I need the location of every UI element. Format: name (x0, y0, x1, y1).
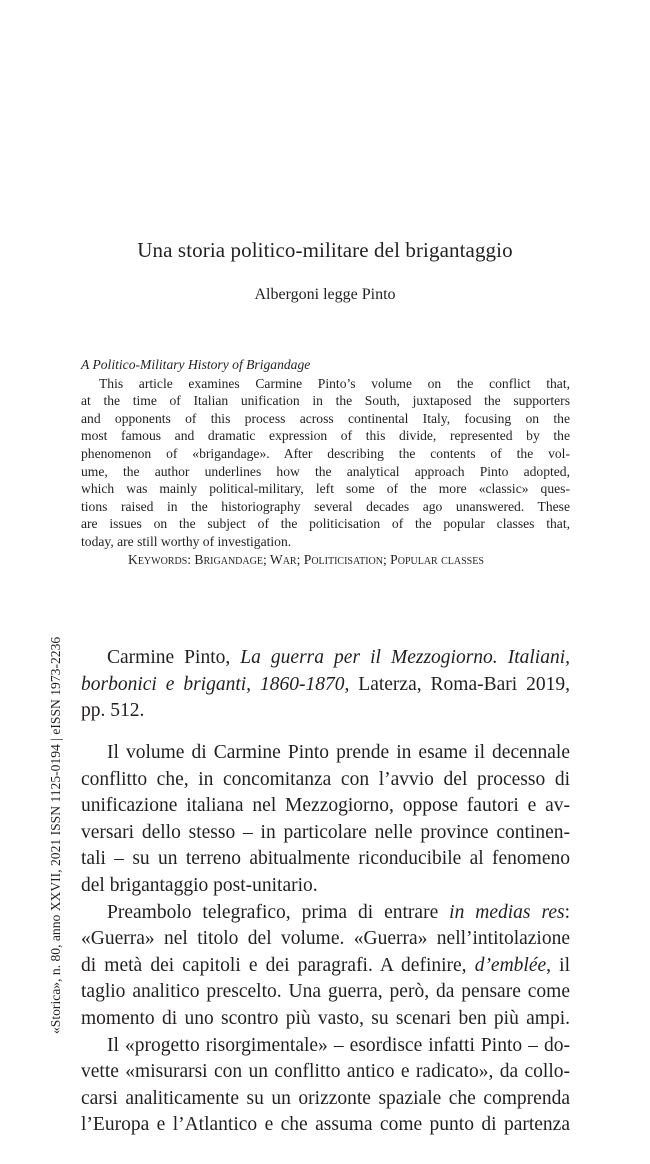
text-run: di metà dei capitoli e dei paragrafi. A definire, (81, 954, 475, 976)
abstract-line: at the time of Italian unification in the South, juxtaposed the supporters (81, 393, 570, 409)
abstract-keywords: Keywords: Brigandage; War; Politicisation; Popular classes (128, 551, 484, 567)
citation-book-title: La guerra per il Mezzogiorno. Italiani, borbonici e briganti, 1860-1870 (81, 647, 571, 695)
paragraph-line: Il «progetto risorgimentale» – esordisce infatti Pinto – do- (107, 1034, 570, 1056)
paragraph-line: conflitto che, in concomitanza con l’avvio del processo di (81, 768, 570, 790)
citation-publisher: , Laterza, Roma-Bari 2019, pp. 512. (81, 673, 570, 722)
abstract-line: today, are still worthy of investigation. (81, 533, 292, 549)
abstract-line: are issues on the subject of the politicisation of the popular classes that, (81, 516, 570, 532)
journal-issue-info: «Storica», n. 80, anno XXVII, 2021 ISSN 1125-0194 | eISSN 1973-2236 (48, 636, 63, 1034)
abstract-line: and opponents of this process across continental Italy, focusing on the (81, 410, 570, 426)
article-subtitle: Albergoni legge Pinto (254, 286, 396, 303)
italic-text: d’emblée (474, 954, 547, 976)
paragraph-line: l’Europa e l’Atlantico e che assuma come punto di partenza (81, 1114, 570, 1136)
abstract-line: which was mainly political-military, left some of the more «classic» ques- (81, 481, 570, 497)
text-run: , il (546, 954, 570, 976)
paragraph (81, 1033, 570, 1139)
paragraph (81, 740, 570, 900)
paragraph-line: carsi analiticamente su un orizzonte spaziale che comprenda (81, 1087, 570, 1109)
paragraph-line: unificazione italiana nel Mezzogiorno, oppose fautori e av- (81, 795, 570, 817)
abstract-line: most famous and dramatic expression of this divide, represented by the (81, 428, 570, 444)
citation-author: Carmine Pinto, (107, 647, 241, 668)
text-run: Preambolo telegrafico, prima di entrare (107, 901, 450, 923)
paragraph-line (81, 900, 570, 927)
text-run: : (564, 901, 570, 923)
paragraph-line: tali – su un terreno abitualmente riconducibile al fenomeno (81, 848, 570, 870)
book-citation (81, 645, 570, 725)
paragraph-line: vette «misurarsi con un conflitto antico e radicato», da collo- (81, 1061, 570, 1083)
paragraph (81, 900, 570, 1033)
paragraph-line: versari dello stesso – in particolare nelle province continen- (81, 821, 570, 843)
abstract-line: phenomenon of «brigandage». After describing the contents of the vol- (81, 445, 570, 461)
abstract-title: A Politico-Military History of Brigandage (81, 357, 311, 372)
paragraph-line: «Guerra» nel titolo del volume. «Guerra» nell’intitolazione (81, 928, 570, 950)
abstract (81, 356, 570, 568)
abstract-line: This article examines Carmine Pinto’s volume on the conflict that, (99, 375, 570, 391)
article-title: Una storia politico-militare del brigantaggio (137, 238, 513, 262)
paragraph-line: momento di uno scontro più vasto, su scenari ben più ampi. (81, 1007, 570, 1029)
paragraph-line: Il volume di Carmine Pinto prende in esame il decennale (107, 742, 570, 763)
abstract-line: ume, the author underlines how the analytical approach Pinto adopted, (81, 463, 570, 479)
paragraph-line: taglio analitico prescelto. Una guerra, però, da pensare come (81, 981, 570, 1003)
paragraph-line: del brigantaggio post-unitario. (81, 874, 318, 896)
article-body (81, 740, 570, 1139)
italic-text: in medias res (449, 901, 565, 923)
paragraph-line (81, 953, 570, 980)
abstract-line: tions raised in the historiography several decades ago unanswered. These (81, 498, 570, 514)
abstract-text (81, 375, 570, 551)
